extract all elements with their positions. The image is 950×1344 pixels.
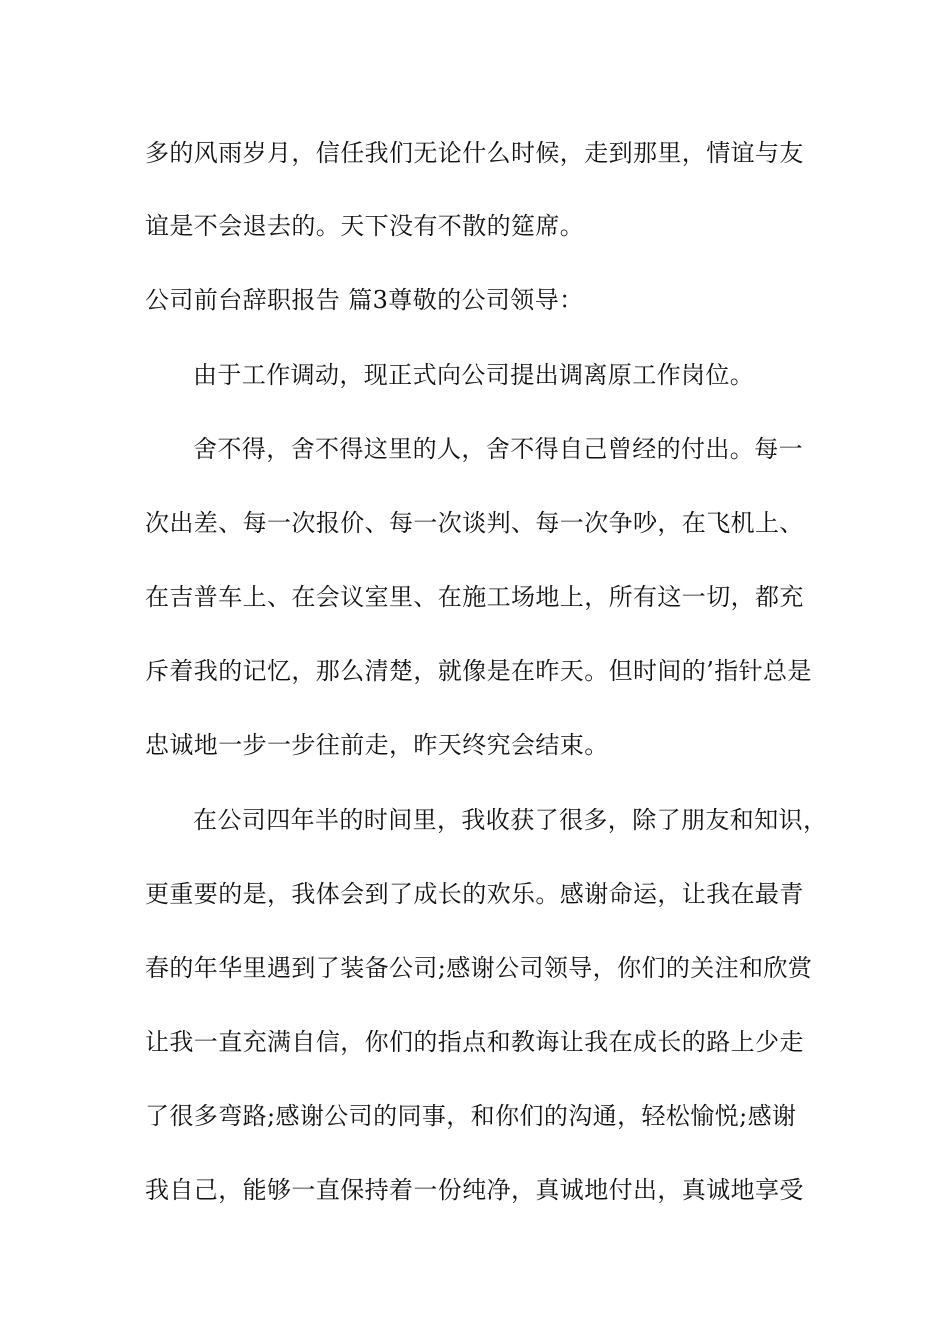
text-line-14: 了很多弯路;感谢公司的同事，和你们的沟通，轻松愉悦;感谢 <box>145 1102 797 1130</box>
text-line-12: 春的年华里遇到了装备公司;感谢公司领导，你们的关注和欣赏 <box>145 954 813 982</box>
text-line-15: 我自己，能够一直保持着一份纯净，真诚地付出，真诚地享受 <box>145 1176 804 1204</box>
text-line-8: 斥着我的记忆，那么清楚，就像是在昨天。但时间的’指针总是 <box>145 657 812 685</box>
text-line-6: 次出差、每一次报价、每一次谈判、每一次争吵，在飞机上、 <box>145 509 804 537</box>
text-line-10: 在公司四年半的时间里，我收获了很多，除了朋友和知识， <box>193 806 828 834</box>
text-line-13: 让我一直充满自信，你们的指点和教诲让我在成长的路上少走 <box>145 1028 804 1056</box>
text-line-1: 多的风雨岁月，信任我们无论什么时候，走到那里，情谊与友 <box>145 139 804 167</box>
section-heading: 公司前台辞职报告 篇3尊敬的公司领导： <box>145 286 584 314</box>
text-line-4: 由于工作调动，现正式向公司提出调离原工作岗位。 <box>193 361 755 389</box>
text-line-2: 谊是不会退去的。天下没有不散的筵席。 <box>145 212 585 240</box>
text-line-11: 更重要的是，我体会到了成长的欢乐。感谢命运，让我在最青 <box>145 880 804 908</box>
text-line-7: 在吉普车上、在会议室里、在施工场地上，所有这一切，都充 <box>145 583 804 611</box>
text-line-9: 忠诚地一步一步往前走，昨天终究会结束。 <box>145 731 609 759</box>
text-line-5: 舍不得，舍不得这里的人，舍不得自己曾经的付出。每一 <box>193 435 803 463</box>
